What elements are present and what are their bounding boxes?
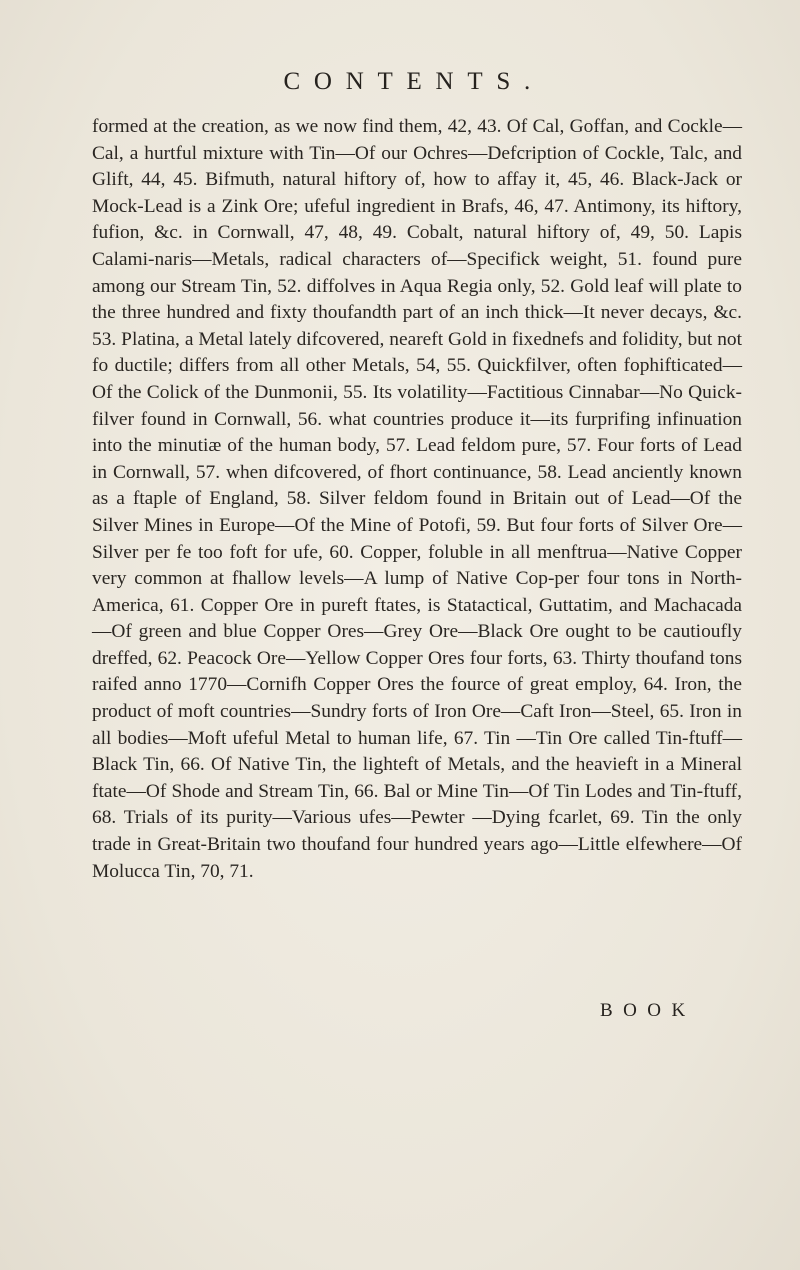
contents-paragraph: formed at the creation, as we now find them, 42, 43. Of Cal, Goffan, and Cockle—Cal, a hurtful mixture with Tin—Of our Ochres—Defcription of Cockle, Talc, and Glift, 44, 45. Bifmuth, natural hiftory of, how to affay it, 45, 46. Black-Jack or Mock-Lead is a Zink Ore; ufeful ingredient in Brafs, 46, 47. Antimony, its hiftory, fufion, &c. in Cornwall, 47, 48, 49. Cobalt, natural hiftory of, 49, 50. Lapis Calami-naris—Metals, radical characters of—Specifick weight, 51. found pure among our Stream Tin, 52. diffolves in Aqua Regia only, 52. Gold leaf will plate to the three hundred and fixty thoufandth part of an inch thick—It never decays, &c. 53. Platina, a Metal lately difcovered, neareft Gold in fixednefs and folidity, but not fo ductile; differs from all other Metals, 54, 55. Quickfilver, often fophifticated—Of the Colick of the Dunmonii, 55. Its volatility—Factitious Cinnabar—No Quick-filver found in Cornwall, 56. what countries produce it—its furprifing infinuation into the minutiæ of the human body, 57. Lead feldom pure, 57. Four forts of Lead in Cornwall, 57. when difcovered, of fhort continuance, 58. Lead anciently known as a ftaple of England, 58. Silver feldom found in Britain out of Lead—Of the Silver Mines in Europe—Of the Mine of Potofi, 59. But four forts of Silver Ore—Silver per fe too foft for ufe, 60. Copper, foluble in all menftrua—Native Copper very common at fhallow levels—A lump of Native Cop-per four tons in North-America, 61. Copper Ore in pureft ftates, is Statactical, Guttatim, and Machacada—Of green and blue Copper Ores—Grey Ore—Black Ore ought to be cautioufly dreffed, 62. Peacock Ore—Yellow Copper Ores four forts, 63. Thirty thoufand tons raifed anno 1770—Cornifh Copper Ores the fource of great employ, 64. Iron, the product of moft countries—Sundry forts of Iron Ore—Caft Iron—Steel, 65. Iron in all bodies—Moft ufeful Metal to human life, 67. Tin —Tin Ore called Tin-ftuff—Black Tin, 66. Of Native Tin, the lighteft of Metals, and the heavieft in a Mineral ftate—Of Shode and Stream Tin, 66. Bal or Mine Tin—Of Tin Lodes and Tin-ftuff, 68. Trials of its purity—Various ufes—Pewter —Dying fcarlet, 69. Tin the only trade in Great-Britain two thoufand four hundred years ago—Little elfewhere—Of Molucca Tin, 70, 71. <box>92 116 742 882</box>
catchword: BOOK <box>600 1000 696 1021</box>
running-head: CONTENTS. <box>283 68 545 95</box>
